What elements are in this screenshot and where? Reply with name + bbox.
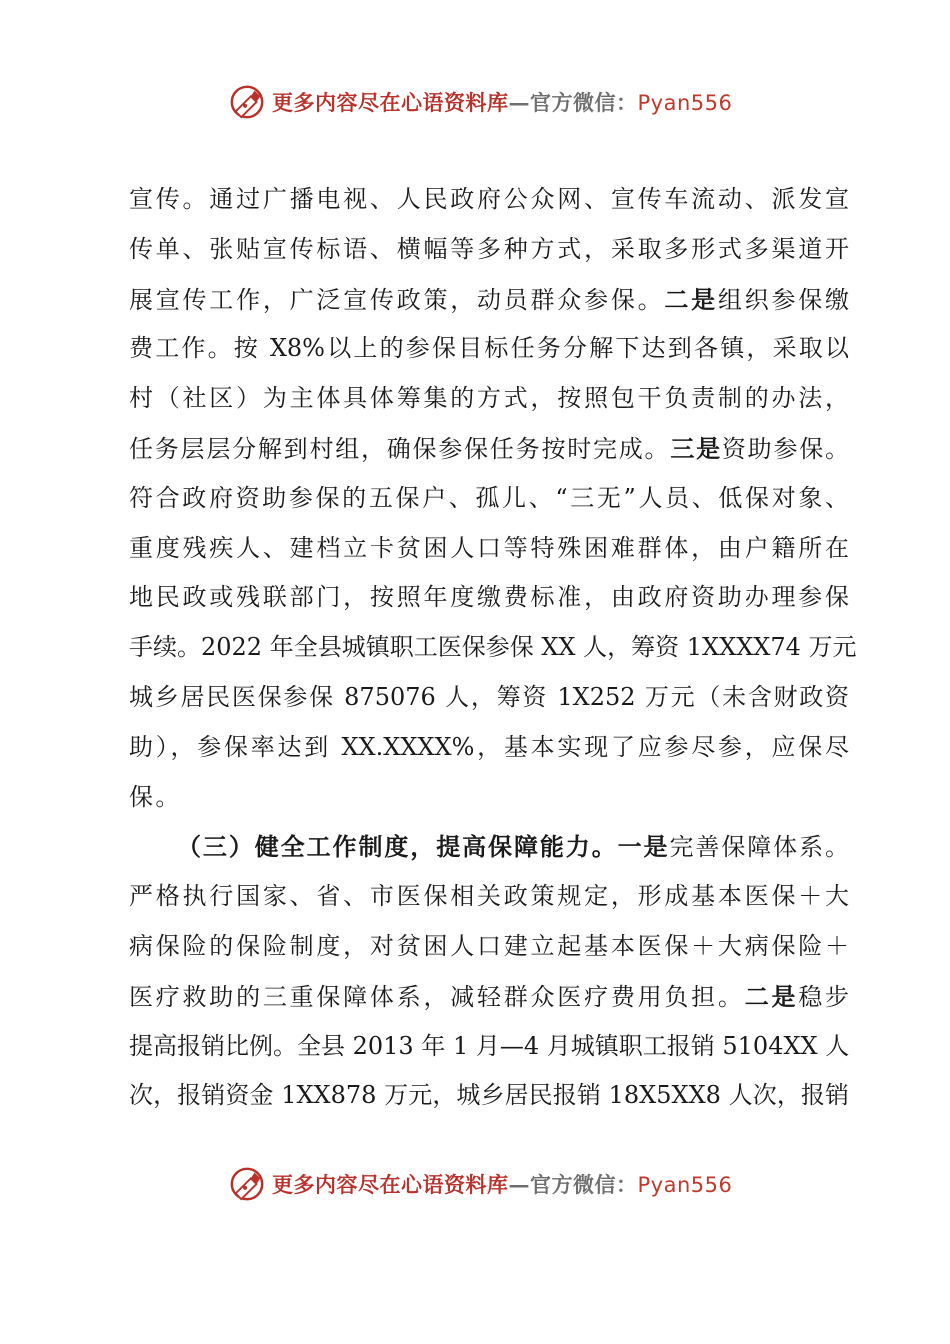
text-run: 展宣传工作，广泛宣传政策，动员群众参保。 bbox=[129, 285, 665, 314]
text-run: 重度残疾人、建档立卡贫困人口等特殊困难群体，由户籍所在 bbox=[129, 533, 849, 562]
text-run: 手续。2022 年全县城镇职工医保参保 XX 人，筹资 1XXXX74 万元 bbox=[129, 633, 857, 662]
text-run: 资助参保。 bbox=[721, 434, 850, 463]
text-line bbox=[129, 324, 849, 374]
banner-text bbox=[272, 87, 732, 117]
text-line bbox=[129, 1071, 849, 1121]
text-run: 符合政府资助参保的五保户、孤儿、“三无”人员、低保对象、 bbox=[129, 483, 849, 512]
text-line bbox=[129, 424, 849, 474]
text-line bbox=[129, 474, 849, 524]
text-run: 地民政或残联部门，按照年度缴费标准，由政府资助办理参保 bbox=[129, 583, 849, 612]
emphasis-run: 二是 bbox=[664, 284, 718, 314]
banner-main-text: 更多内容尽在心语资料库 bbox=[272, 1172, 509, 1197]
text-run: 宣传。通过广播电视、人民政府公众网、宣传车流动、派发宣 bbox=[129, 185, 849, 213]
text-line bbox=[129, 275, 849, 325]
banner-main-text: 更多内容尽在心语资料库 bbox=[272, 90, 509, 115]
text-run: 村（社区）为主体具体筹集的方式，按照包干负责制的办法， bbox=[129, 384, 849, 413]
section-heading-line bbox=[129, 822, 849, 872]
text-run: 提高报销比例。全县 2013 年 1 月—4 月城镇职工报销 5104XX 人 bbox=[129, 1031, 850, 1060]
text-line bbox=[129, 673, 849, 723]
banner-text bbox=[272, 1169, 732, 1199]
emphasis-run: 二是 bbox=[744, 981, 799, 1011]
header-banner bbox=[228, 80, 748, 124]
text-run: 完善保障体系。 bbox=[669, 833, 850, 862]
text-run: 助），参保率达到 XX.XXXX%，基本实现了应参尽参，应保尽 bbox=[129, 732, 849, 761]
text-line bbox=[129, 922, 849, 972]
text-run: 病保险的保险制度，对贫困人口建立起基本医保＋大病保险＋ bbox=[129, 931, 849, 960]
text-run: 稳步 bbox=[798, 982, 850, 1011]
pen-nib-logo-icon bbox=[228, 1165, 266, 1203]
banner-wechat-id: Pyan556 bbox=[637, 1173, 733, 1197]
text-line bbox=[129, 524, 849, 574]
text-line bbox=[129, 723, 849, 773]
text-line bbox=[129, 225, 849, 275]
pen-nib-logo-icon bbox=[228, 83, 266, 121]
text-run: 传单、张贴宣传标语、横幅等多种方式，采取多形式多渠道开 bbox=[129, 234, 849, 263]
text-run: 医疗救助的三重保障体系，减轻群众医疗费用负担。 bbox=[129, 982, 745, 1011]
text-line bbox=[129, 175, 849, 225]
text-line bbox=[129, 374, 849, 424]
text-line bbox=[129, 573, 849, 623]
text-line bbox=[129, 623, 857, 673]
text-run: 组织参保缴 bbox=[717, 285, 850, 314]
text-run: 次，报销资金 1XX878 万元，城乡居民报销 18X5XX8 人次，报销 bbox=[129, 1081, 849, 1110]
section-heading: （三）健全工作制度，提高保障能力。一是 bbox=[177, 832, 670, 862]
banner-sub-text: —官方微信： bbox=[508, 90, 638, 115]
text-line bbox=[129, 872, 849, 922]
text-line bbox=[129, 1022, 849, 1072]
text-run: 任务层层分解到村组，确保参保任务按时完成。 bbox=[129, 434, 671, 463]
text-line bbox=[129, 773, 849, 823]
text-line bbox=[129, 972, 849, 1022]
banner-wechat-id: Pyan556 bbox=[637, 91, 733, 115]
banner-sub-text: —官方微信： bbox=[508, 1172, 638, 1197]
body-text bbox=[129, 175, 857, 1121]
text-run: 严格执行国家、省、市医保相关政策规定，形成基本医保＋大 bbox=[129, 882, 849, 911]
footer-banner bbox=[228, 1162, 748, 1206]
text-run: 费工作。按 X8%以上的参保目标任务分解下达到各镇，采取以 bbox=[129, 334, 849, 363]
emphasis-run: 三是 bbox=[670, 433, 722, 463]
text-run: 城乡居民医保参保 875076 人，筹资 1X252 万元（未含财政资 bbox=[129, 682, 849, 711]
text-run: 保。 bbox=[129, 782, 182, 811]
